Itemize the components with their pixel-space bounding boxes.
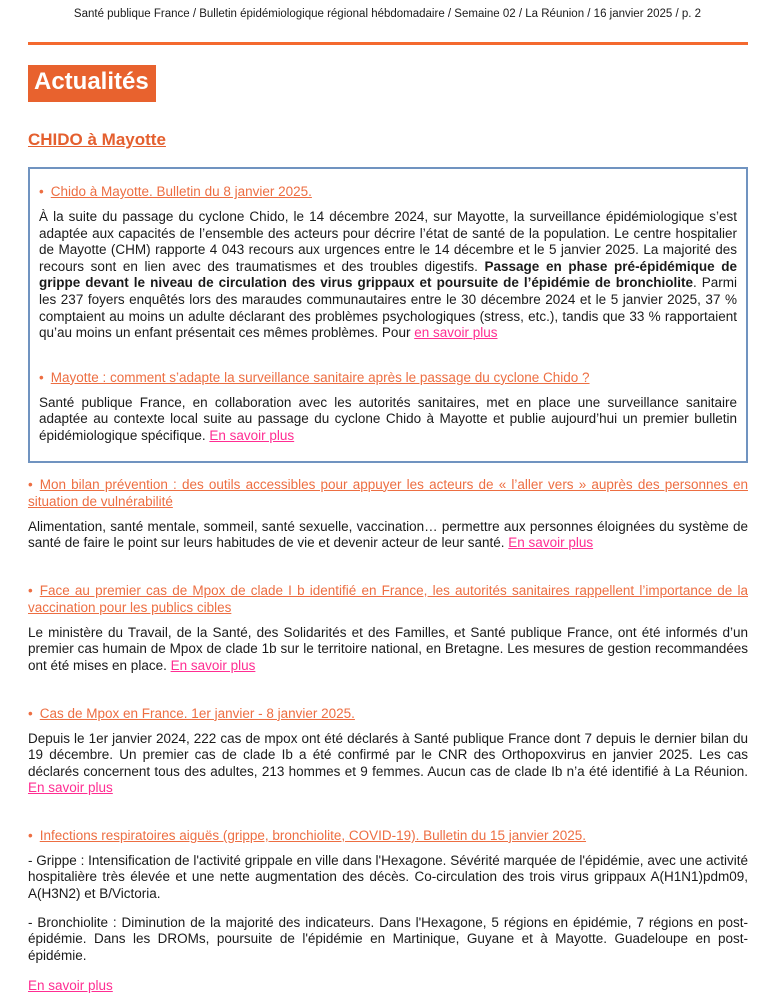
news-item-title-row (28, 705, 748, 722)
paragraph-text: À la suite du passage du cyclone Chido, le 14 décembre 2024, sur Mayotte, la surveillance épidémiologique s’est adaptée aux capacités de l’ensemble des acteurs pour décrire l’état de santé de la population. Le centre hospitalier de Mayotte (CHM) rapporte 4 043 recours aux urgences entre le 14 décembre et le 5 janvier 2025. La majorité des recours sont en lien avec des traumatismes et des troubles digestifs. (39, 209, 737, 274)
en-savoir-plus-link[interactable]: en savoir plus (414, 325, 498, 341)
news-title-link-mayotte-surveillance[interactable]: Mayotte : comment s’adapte la surveillance sanitaire après le passage du cyclone Chido ? (50, 369, 590, 385)
bullet-icon: • (28, 705, 33, 721)
news-item-title-row (39, 183, 737, 200)
paragraph-text: Santé publique France, en collaboration avec les autorités sanitaires, met en place une surveillance sanitaire adaptée au contexte local suite au passage du cyclone Chido à Mayotte et publie aujourd’hui un premier bulletin épidémiologique spécifique. (39, 394, 737, 443)
news-title-link-infections-respiratoires[interactable]: Infections respiratoires aiguës (grippe, bronchiolite, COVID-19). Bulletin du 15 janvier 2025. (39, 827, 587, 843)
news-item-mon-bilan-prevention (28, 476, 748, 552)
highlight-box (28, 167, 748, 463)
bullet-icon: • (28, 582, 33, 598)
news-item-infections-respiratoires (28, 827, 748, 995)
news-item-title-row (28, 827, 748, 844)
bullet-icon: • (28, 827, 33, 843)
news-item-mpox-clade-1b (28, 582, 748, 675)
standalone-link-row (28, 978, 748, 995)
news-item-body-grippe: - Grippe : Intensification de l'activité grippale en ville dans l'Hexagone. Sévérité marquée de l'épidémie, avec une activité hospitalière très élevée et une nette augmentation des décès. Co-circulation des trois virus grippaux A(H1N1)pdm09, A(H3N2) et B/Victoria. (28, 852, 748, 902)
paragraph-text: . Parmi les 237 foyers enquêtés lors des maraudes communautaires entre le 30 décembre 2024 et le 5 janvier 2025, 37 % comptaient au moins un adulte déclarant des problèmes psychologiques (stress, etc.), tandis que 33 % rapportaient qu’au moins un enfant présentait ces mêmes problèmes. Pour (39, 275, 737, 341)
news-item-title-row (39, 369, 737, 386)
paragraph-text: Depuis le 1er janvier 2024, 222 cas de mpox ont été déclarés à Santé publique France dont 7 depuis le dernier bilan du 19 décembre. Un premier cas de clade Ib a été confirmé par le CNR des Orthopoxvirus en janvier 2025. Les cas déclarés concernent tous des adultes, 213 hommes et 9 femmes. Aucun cas de clade Ib n’a été identifié à La Réunion. (28, 730, 748, 779)
news-item-body-bronchiolite: - Bronchiolite : Diminution de la majorité des indicateurs. Dans l'Hexagone, 5 régions en épidémie, 7 régions en post-épidémie. Dans les DROMs, poursuite de l'épidémie en Martinique, Guyane et à Mayotte. Guadeloupe en post-épidémie. (28, 914, 748, 963)
en-savoir-plus-link[interactable]: En savoir plus (28, 978, 113, 994)
news-item-chido-bulletin (39, 183, 737, 342)
paragraph-text: Le ministère du Travail, de la Santé, des Solidarités et des Familles, et Santé publique France, ont été informés d’un premier cas humain de Mpox de clade 1b sur le territoire national, en Bretagne. Les mesures de gestion recommandées ont été mises en place. (28, 624, 748, 673)
news-item-body (28, 731, 748, 797)
news-item-cas-mpox-france (28, 705, 748, 797)
en-savoir-plus-link[interactable]: En savoir plus (28, 780, 113, 796)
news-title-link-cas-mpox-france[interactable]: Cas de Mpox en France. 1er janvier - 8 janvier 2025. (39, 705, 355, 721)
section-title-actualites: Actualités (28, 65, 156, 102)
en-savoir-plus-link[interactable]: En savoir plus (170, 657, 256, 673)
en-savoir-plus-link[interactable]: En savoir plus (508, 535, 594, 551)
subsection-title-chido: CHIDO à Mayotte (28, 130, 166, 149)
bullet-icon: • (39, 369, 44, 385)
bold-key-message: Passage en phase pré-épidémique de grippe devant le niveau de circulation des virus grippaux et poursuite de l’épidémie de bronchiolite (39, 258, 737, 291)
news-item-body (39, 395, 737, 445)
news-title-link-mpox-clade-1b[interactable]: Face au premier cas de Mpox de clade I b identifié en France, les autorités sanitaires rappellent l’importance de la vaccination pour les publics cibles (28, 582, 748, 615)
news-title-link-chido-bulletin[interactable]: Chido à Mayotte. Bulletin du 8 janvier 2025. (50, 184, 312, 199)
page-header: Santé publique France / Bulletin épidémiologique régional hébdomadaire / Semaine 02 / La Réunion / 16 janvier 2025 / p. 2 (73, 8, 702, 20)
news-item-body (28, 519, 748, 552)
bullet-icon: • (28, 476, 33, 492)
news-item-title-row (28, 582, 748, 616)
news-item-body (39, 209, 737, 342)
news-title-link-mon-bilan-prevention[interactable]: Mon bilan prévention : des outils accessibles pour appuyer les acteurs de « l’aller vers » auprès des personnes en situation de vulnérabilité (28, 476, 748, 509)
en-savoir-plus-link[interactable]: En savoir plus (209, 427, 295, 443)
news-item-body (28, 625, 748, 675)
paragraph-text: Alimentation, santé mentale, sommeil, santé sexuelle, vaccination… permettre aux personnes éloignées du système de santé de faire le point sur leurs habitudes de vie et devenir acteur de leur santé. (28, 518, 748, 551)
news-item-mayotte-surveillance (39, 369, 737, 445)
news-item-title-row (28, 476, 748, 510)
content-area (28, 45, 748, 995)
bullet-icon: • (39, 184, 44, 199)
